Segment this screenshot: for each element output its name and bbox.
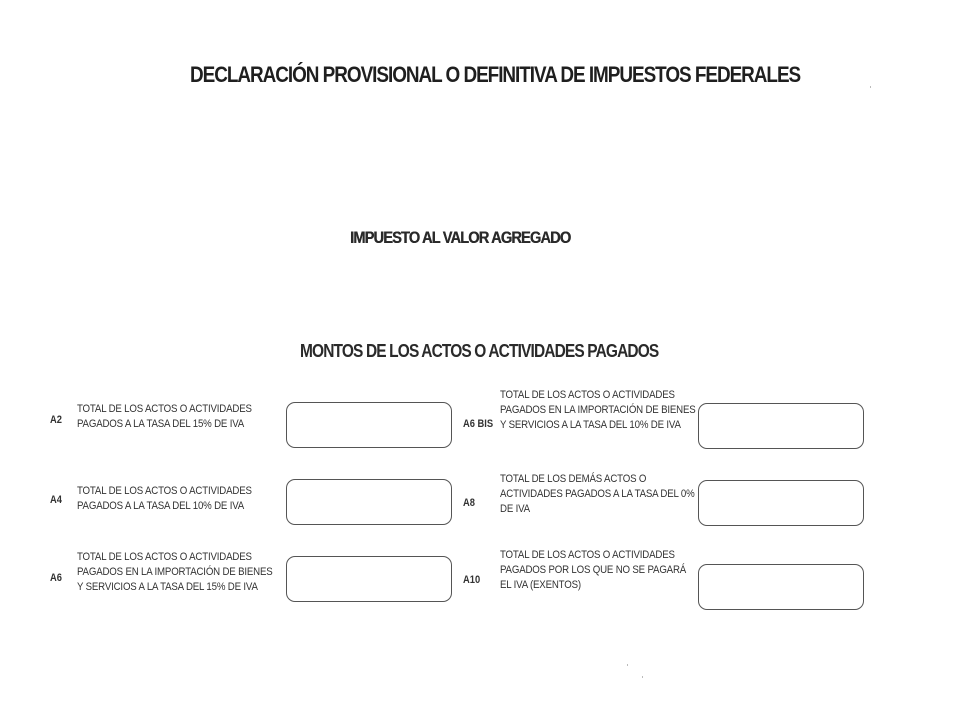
amount-input-a6-bis[interactable]: [698, 403, 864, 449]
field-code: A6 BIS: [463, 418, 494, 430]
scan-speck: [870, 86, 871, 88]
section-title: MONTOS DE LOS ACTOS O ACTIVIDADES PAGADOS: [300, 341, 659, 361]
field-code: A6: [50, 572, 62, 584]
field-label: TOTAL DE LOS DEMÁS ACTOS O ACTIVIDADES PAGADOS A LA TASA DEL 0% DE IVA: [500, 473, 695, 515]
field-label: TOTAL DE LOS ACTOS O ACTIVIDADES PAGADOS EN LA IMPORTACIÓN DE BIENES Y SERVICIOS A LA TASA DEL 10% DE IVA: [500, 389, 696, 431]
field-label: TOTAL DE LOS ACTOS O ACTIVIDADES PAGADOS POR LOS QUE NO SE PAGARÁ EL IVA (EXENTOS): [500, 549, 687, 591]
tax-subtitle: IMPUESTO AL VALOR AGREGADO: [350, 228, 571, 247]
field-code: A10: [463, 574, 481, 586]
field-label: TOTAL DE LOS ACTOS O ACTIVIDADES PAGADOS A LA TASA DEL 15% DE IVA: [77, 403, 252, 430]
scan-speck: [627, 664, 628, 666]
amount-input-a4[interactable]: [286, 479, 452, 525]
field-label: TOTAL DE LOS ACTOS O ACTIVIDADES PAGADOS A LA TASA DEL 10% DE IVA: [77, 485, 252, 512]
amount-input-a10[interactable]: [698, 564, 864, 610]
amount-input-a8[interactable]: [698, 480, 864, 526]
form-title: DECLARACIÓN PROVISIONAL O DEFINITIVA DE IMPUESTOS FEDERALES: [190, 62, 801, 87]
scan-speck: [642, 676, 643, 678]
field-code: A4: [50, 494, 62, 506]
amount-input-a6[interactable]: [286, 556, 452, 602]
field-label: TOTAL DE LOS ACTOS O ACTIVIDADES PAGADOS EN LA IMPORTACIÓN DE BIENES Y SERVICIOS A LA TASA DEL 15% DE IVA: [77, 551, 273, 593]
field-code: A8: [463, 497, 475, 509]
amount-input-a2[interactable]: [286, 402, 452, 448]
field-code: A2: [50, 414, 62, 426]
